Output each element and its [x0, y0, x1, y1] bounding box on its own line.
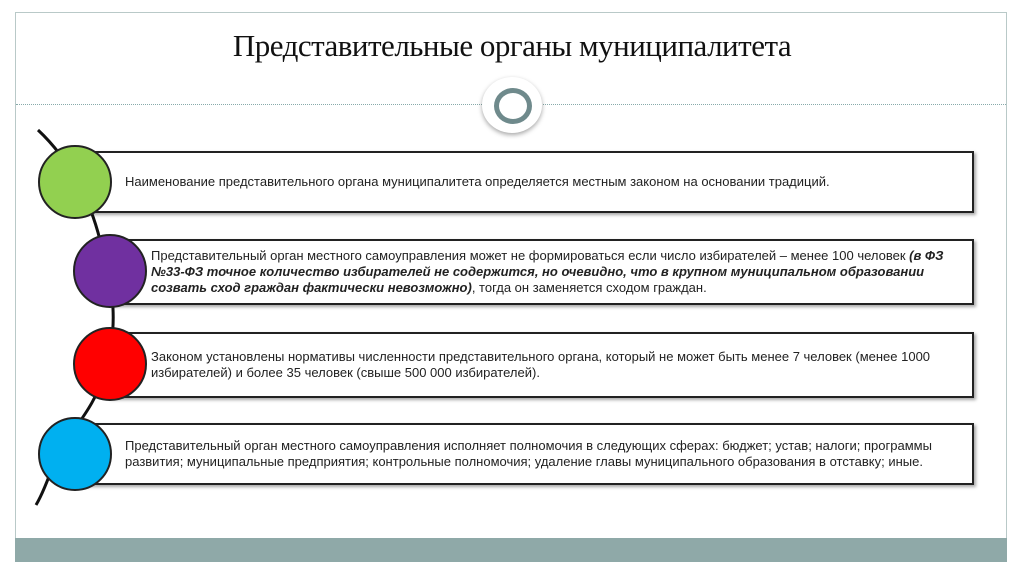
item-box-4	[75, 423, 974, 485]
item-box-3	[108, 332, 974, 398]
item-box-2	[108, 239, 974, 305]
item-text-4: Представительный орган местного самоуправления исполняет полномочия в следующих сферах: бюджет; устав; налоги; программы развития; муниципальные предприятия; контрольные полномочия; удаление главы муниципального образования в отставку; иные.	[125, 438, 932, 469]
law-note: (в ФЗ №33-ФЗ точное количество избирателей не содержится, но очевидно, что в крупном муниципальном образовании созвать сход граждан фактически невозможно)	[151, 248, 944, 295]
slide-title: Представительные органы муниципалитета	[232, 28, 792, 63]
item-text-2: Представительный орган местного самоуправления может не формироваться если число избирателей – менее 100 человек (в ФЗ №33-ФЗ точное количество избирателей не содержится, но очевидно, что в крупном муниципальном образовании созвать сход граждан фактически невозможно), тогда он заменяется сходом граждан.	[151, 248, 944, 295]
item-text-3: Законом установлены нормативы численности представительного органа, который не может быть менее 7 человек (менее 1000 избирателей) и более 35 человек (свыше 500 000 избирателей).	[151, 349, 931, 380]
item-box-1	[75, 151, 974, 213]
green-circle-icon	[38, 145, 112, 219]
red-circle-icon	[73, 327, 147, 401]
item-text-1: Наименование представительного органа муниципалитета определяется местным законом на основании традиций.	[125, 174, 830, 189]
purple-circle-icon	[73, 234, 147, 308]
blue-circle-icon	[38, 417, 112, 491]
